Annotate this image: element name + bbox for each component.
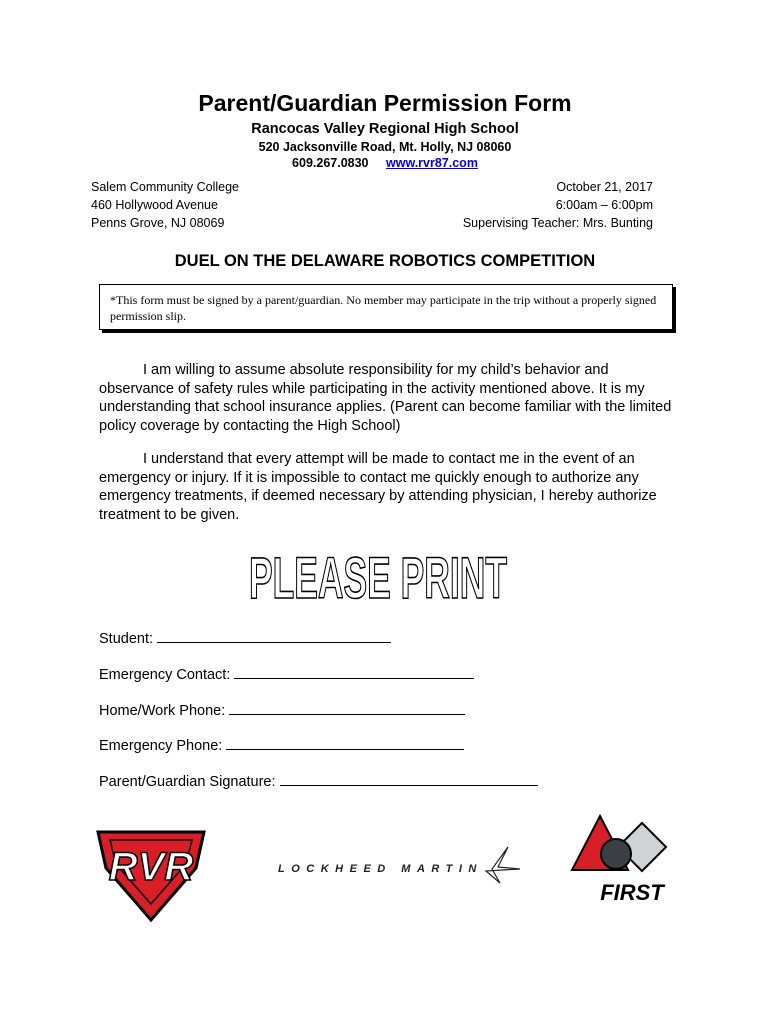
competition-title: DUEL ON THE DELAWARE ROBOTICS COMPETITION: [174, 252, 596, 270]
first-logo-text: FIRST: [600, 880, 664, 905]
form-title: Parent/Guardian Permission Form: [198, 90, 572, 116]
first-circle-icon: [601, 839, 631, 869]
emergency-contact-input-line[interactable]: [234, 664, 474, 679]
student-input-line[interactable]: [157, 628, 391, 643]
venue-name: Salem Community College: [91, 180, 239, 194]
student-label: Student:: [99, 631, 154, 647]
supervising-teacher: Supervising Teacher: Mrs. Bunting: [462, 216, 653, 230]
venue-city: Penns Grove, NJ 08069: [91, 216, 225, 230]
emergency-phone-input-line[interactable]: [226, 735, 464, 750]
rvr-logo: [96, 828, 206, 922]
please-print-text: PLEASE PRINT: [249, 546, 507, 611]
contact-line: [0, 156, 770, 170]
notice-box: *This form must be signed by a parent/guardian. No member may participate in the trip without a properly signed permission slip.: [99, 284, 673, 330]
signature-field: [99, 771, 538, 792]
lockheed-martin-text: LOCKHEED MARTIN: [278, 863, 483, 875]
venue-street: 460 Hollywood Avenue: [91, 198, 218, 212]
home-work-phone-field: [99, 700, 465, 721]
school-name: Rancocas Valley Regional High School: [251, 121, 519, 137]
emergency-paragraph: [99, 450, 679, 524]
responsibility-paragraph: [99, 361, 679, 435]
venue-address: [91, 178, 239, 232]
signature-label: Parent/Guardian Signature:: [99, 774, 276, 790]
signature-input-line[interactable]: [280, 771, 538, 786]
school-website-link[interactable]: www.rvr87.com: [386, 156, 478, 170]
event-details: [463, 178, 653, 232]
student-field: [99, 628, 391, 649]
emergency-phone-label: Emergency Phone:: [99, 738, 223, 754]
event-date: October 21, 2017: [556, 180, 653, 194]
home-work-phone-input-line[interactable]: [229, 700, 465, 715]
school-address: 520 Jacksonville Road, Mt. Holly, NJ 08060: [258, 140, 512, 154]
emergency-phone-field: [99, 735, 464, 756]
please-print-heading: [246, 546, 510, 611]
lockheed-star-icon: [486, 847, 520, 883]
rvr-logo-text: RVR: [108, 845, 194, 889]
lockheed-martin-logo: [276, 845, 521, 885]
responsibility-text: I am willing to assume absolute responsibility for my child’s behavior and observance of safety rules while participating in the activity mentioned above. It is my understanding that school insurance applies. (Parent can become familiar with the limited policy coverage by contacting the High School): [99, 362, 672, 434]
event-time: 6:00am – 6:00pm: [555, 198, 653, 212]
emergency-text: I understand that every attempt will be made to contact me in the event of an emergency or injury. If it is impossible to contact me quickly enough to authorize any emergency treatments, if deemed necessary by attending physician, I hereby authorize treatment to be given.: [99, 451, 657, 523]
emergency-contact-label: Emergency Contact:: [99, 667, 231, 683]
school-phone: 609.267.0830: [292, 156, 369, 170]
first-logo: [570, 808, 690, 912]
emergency-contact-field: [99, 664, 474, 685]
home-work-phone-label: Home/Work Phone:: [99, 703, 226, 719]
